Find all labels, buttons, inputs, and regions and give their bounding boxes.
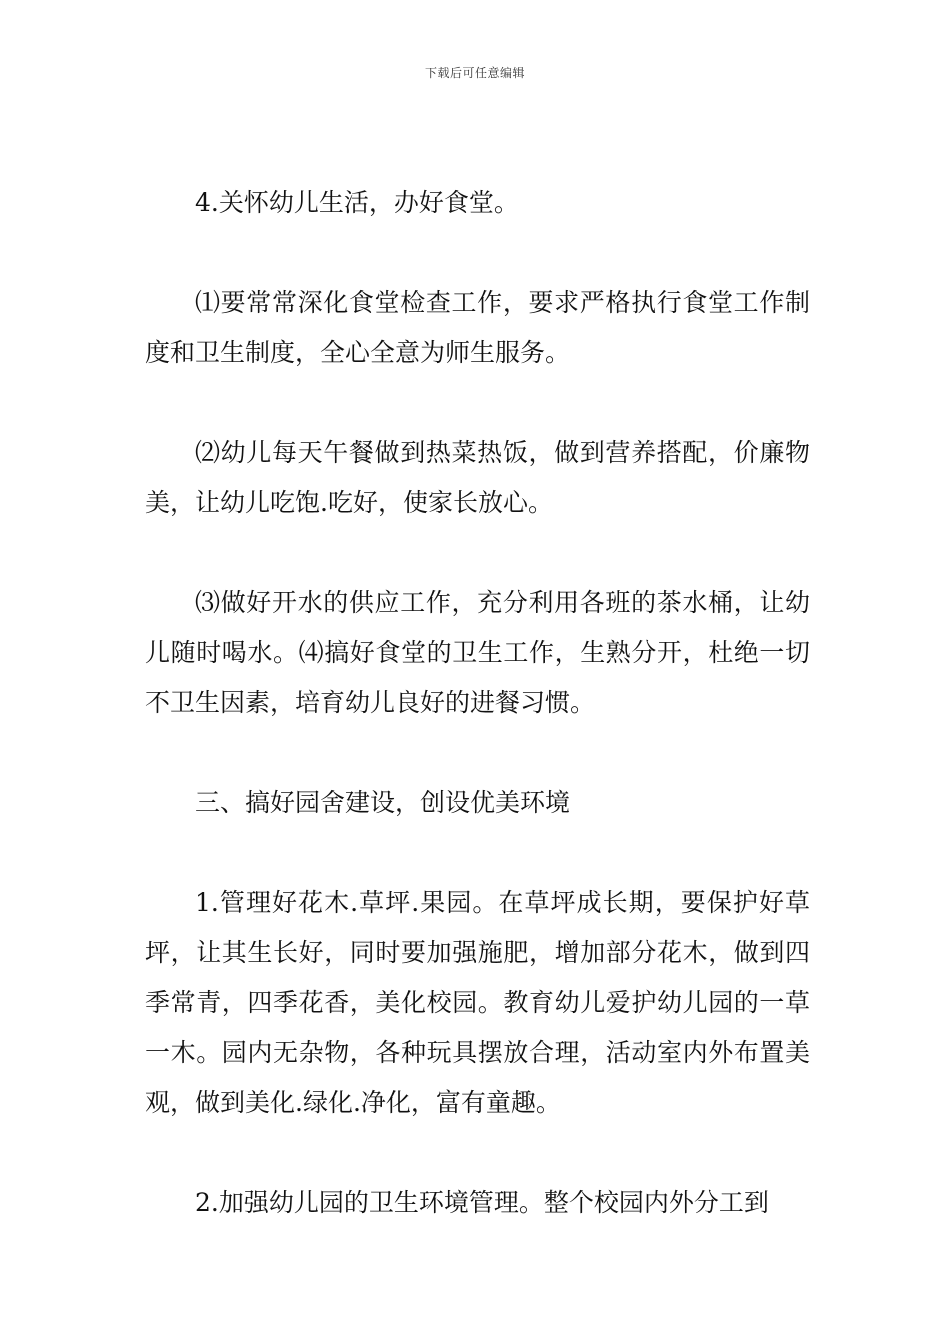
- paragraph-greenery: 1.管理好花木.草坪.果园。在草坪成长期，要保护好草坪，让其生长好，同时要加强施肥，增加部分花木，做到四季常青，四季花香，美化校园。教育幼儿爱护幼儿园的一草一木。园内无杂物，各种玩具摆放合理，活动室内外布置美观，做到美化.绿化.净化，富有童趣。: [145, 888, 810, 1117]
- section-heading-campus: 三、搞好园舍建设，创设优美环境: [195, 788, 571, 817]
- document-body: [145, 178, 810, 1278]
- paragraph-water-hygiene: ⑶做好开水的供应工作，充分利用各班的茶水桶，让幼儿随时喝水。⑷搞好食堂的卫生工作，生熟分开，杜绝一切不卫生因素，培育幼儿良好的进餐习惯。: [145, 588, 810, 717]
- page-header: 下载后可任意编辑: [424, 66, 525, 80]
- paragraph-canteen-inspection: ⑴要常常深化食堂检查工作，要求严格执行食堂工作制度和卫生制度，全心全意为师生服务。: [145, 288, 810, 367]
- paragraph-canteen-heading: 4.关怀幼儿生活，办好食堂。: [195, 188, 519, 217]
- paragraph-sanitation: 2.加强幼儿园的卫生环境管理。整个校园内外分工到: [195, 1188, 769, 1217]
- paragraph-lunch: ⑵幼儿每天午餐做到热菜热饭，做到营养搭配，价廉物美，让幼儿吃饱.吃好，使家长放心。: [145, 438, 810, 517]
